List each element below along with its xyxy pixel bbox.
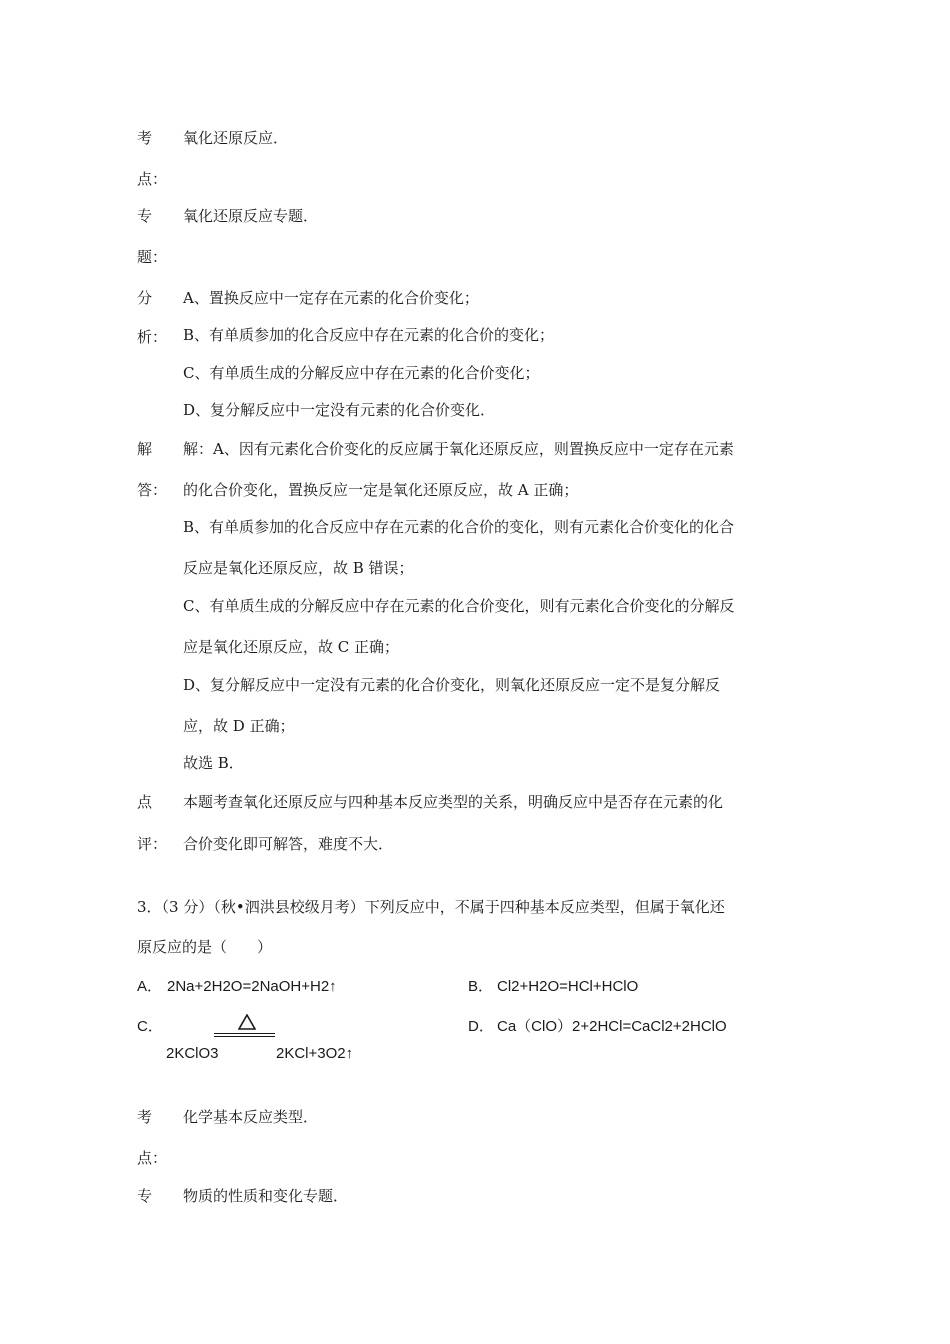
kaodian-text: 氧化还原反应． bbox=[183, 129, 289, 147]
option-c-product: 2KCl+3O2↑ bbox=[276, 1045, 354, 1062]
fenxi-line-c: C、有单质生成的分解反应中存在元素的化合价变化； bbox=[183, 364, 540, 382]
question-3-stem-line-2: 原反应的是（ ） bbox=[137, 938, 273, 956]
zhuanti-b-text: 物质的性质和变化专题． bbox=[183, 1187, 349, 1205]
fenxi-line-b: B、有单质参加的化合反应中存在元素的化合价的变化； bbox=[183, 326, 555, 344]
option-c-label: C． bbox=[137, 1018, 163, 1035]
label-kaodian-2: 点： bbox=[137, 170, 168, 188]
zhuanti-text: 氧化还原反应专题． bbox=[183, 207, 319, 225]
label-jieda-1: 解 bbox=[137, 440, 153, 458]
label-zhuanti-1: 专 bbox=[137, 207, 153, 225]
jieda-line-1: 解：A、因有元素化合价变化的反应属于氧化还原反应，则置换反应中一定存在元素 bbox=[183, 440, 734, 458]
option-a-text: 2Na+2H2O=2NaOH+H2↑ bbox=[167, 978, 337, 995]
heat-triangle-icon bbox=[238, 1014, 256, 1030]
option-d-text: Ca（ClO）2+2HCl=CaCl2+2HClO bbox=[497, 1018, 727, 1035]
jieda-line-3: B、有单质参加的化合反应中存在元素的化合价的变化，则有元素化合价变化的化合 bbox=[183, 518, 735, 536]
option-c-reactant: 2KClO3 bbox=[166, 1045, 219, 1062]
kaodian-b-text: 化学基本反应类型． bbox=[183, 1108, 319, 1126]
option-b-label: B． bbox=[468, 978, 494, 995]
jieda-line-7: D、复分解反应中一定没有元素的化合价变化，则氧化还原反应一定不是复分解反 bbox=[183, 676, 721, 694]
label-zhuanti-2: 题： bbox=[137, 248, 168, 266]
dianping-line-1: 本题考查氧化还原反应与四种基本反应类型的关系，明确反应中是否存在元素的化 bbox=[183, 793, 724, 811]
jieda-line-9: 故选 B． bbox=[183, 754, 244, 772]
jieda-line-8: 应，故 D 正确； bbox=[183, 717, 295, 735]
label-jieda-2: 答： bbox=[137, 481, 168, 499]
jieda-line-4: 反应是氧化还原反应，故 B 错误； bbox=[183, 559, 414, 577]
label-zhuanti-b-1: 专 bbox=[137, 1187, 153, 1205]
option-b-text: Cl2+H2O=HCl+HClO bbox=[497, 978, 639, 995]
label-dianping-1: 点 bbox=[137, 793, 153, 811]
label-kaodian-b-1: 考 bbox=[137, 1108, 153, 1126]
jieda-line-5: C、有单质生成的分解反应中存在元素的化合价变化，则有元素化合价变化的分解反 bbox=[183, 597, 735, 615]
reaction-equals-line-bottom bbox=[214, 1036, 275, 1037]
fenxi-line-a: A、置换反应中一定存在元素的化合价变化； bbox=[183, 289, 479, 307]
label-kaodian-b-2: 点： bbox=[137, 1149, 168, 1167]
label-fenxi-2: 析： bbox=[137, 328, 168, 346]
reaction-equals-line-top bbox=[214, 1033, 275, 1034]
fenxi-line-d: D、复分解反应中一定没有元素的化合价变化． bbox=[183, 401, 496, 419]
dianping-line-2: 合价变化即可解答，难度不大． bbox=[183, 835, 394, 853]
jieda-line-6: 应是氧化还原反应，故 C 正确； bbox=[183, 638, 400, 656]
question-3-stem-line-1: 3．（3 分）（秋•泗洪县校级月考）下列反应中，不属于四种基本反应类型，但属于氧化还 bbox=[137, 898, 725, 916]
label-kaodian-1: 考 bbox=[137, 129, 153, 147]
option-a-label: A． bbox=[137, 978, 163, 995]
jieda-line-2: 的化合价变化，置换反应一定是氧化还原反应，故 A 正确； bbox=[183, 481, 579, 499]
option-d-label: D． bbox=[468, 1018, 494, 1035]
label-dianping-2: 评： bbox=[137, 835, 168, 853]
label-fenxi-1: 分 bbox=[137, 289, 153, 307]
